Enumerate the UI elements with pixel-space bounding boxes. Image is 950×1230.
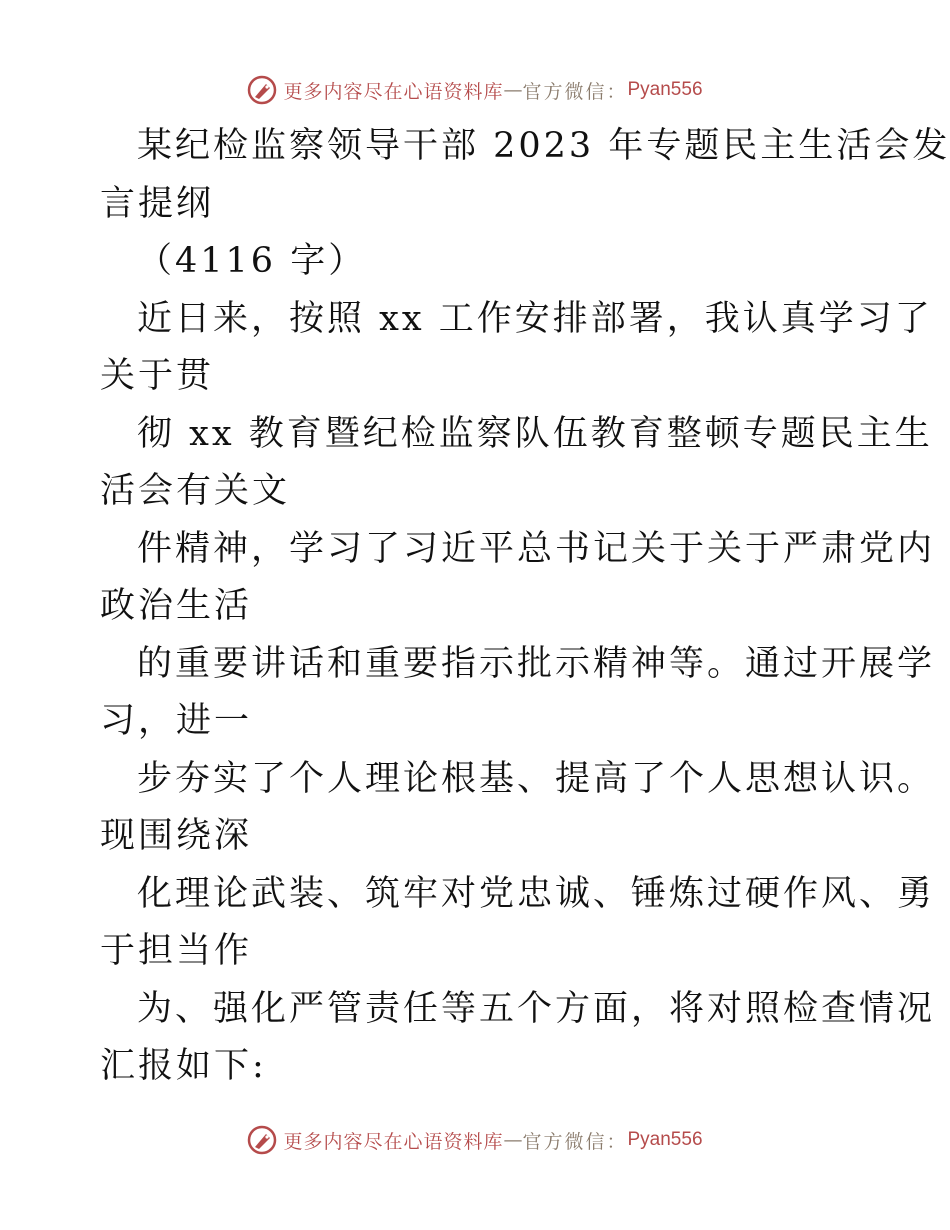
banner-wechat-label: 官方微信： (522, 1130, 628, 1153)
paragraph-line: 近日来，按照 xx 工作安排部署，我认真学习了 (137, 298, 933, 339)
header-watermark-banner (0, 70, 950, 110)
banner-wechat-label: 官方微信： (522, 80, 628, 103)
paragraph-line: 汇报如下: (100, 1046, 267, 1086)
paragraph-line: 步夯实了个人理论根基、提高了个人思想认识。 (137, 758, 936, 799)
banner-wechat-id: Pyan556 (627, 1129, 703, 1150)
banner-separator: — (503, 1129, 523, 1151)
banner-separator: — (503, 79, 523, 101)
banner-main-text: 更多内容尽在心语资料库 (283, 80, 504, 103)
word-count: （4116 字） (137, 241, 367, 281)
banner-main-text: 更多内容尽在心语资料库 (283, 1130, 504, 1153)
paragraph-line: 现围绕深 (100, 816, 253, 856)
paragraph-line: 于担当作 (100, 931, 253, 971)
document-title-line-2: 言提纲 (100, 183, 215, 224)
footer-watermark-banner (0, 1120, 950, 1160)
paragraph-line: 件精神，学习了习近平总书记关于关于严肃党内 (137, 528, 936, 569)
paragraph-line: 化理论武装、筑牢对党忠诚、锤炼过硬作风、勇 (137, 873, 936, 914)
paragraph-line: 彻 xx 教育暨纪检监察队伍教育整顿专题民主生 (137, 413, 933, 454)
document-body (100, 118, 950, 1096)
paragraph-line: 习，进一 (100, 701, 253, 741)
paragraph-line: 的重要讲话和重要指示批示精神等。通过开展学 (137, 643, 936, 684)
paragraph-line: 关于贯 (100, 356, 215, 396)
pen-nib-logo-icon (247, 75, 277, 105)
paragraph-line: 政治生活 (100, 586, 253, 626)
document-title-line-1: 某纪检监察领导干部 2023 年专题民主生活会发 (137, 126, 950, 166)
pen-nib-logo-icon (247, 1125, 277, 1155)
banner-wechat-id: Pyan556 (627, 79, 703, 100)
paragraph-line: 为、强化严管责任等五个方面，将对照检查情况 (137, 988, 936, 1029)
paragraph-line: 活会有关文 (100, 471, 291, 511)
